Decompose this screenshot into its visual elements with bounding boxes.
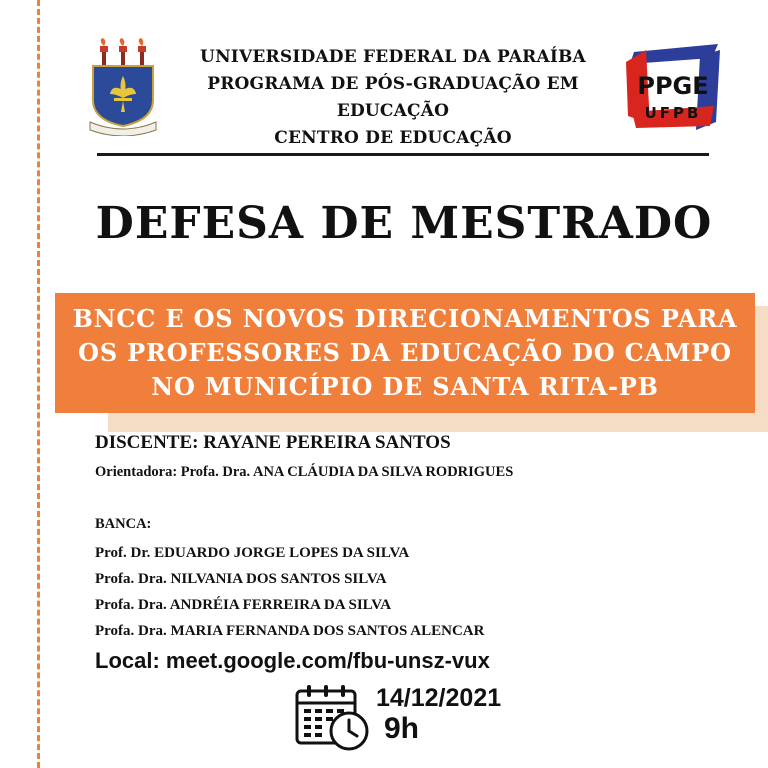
header-line-university: UNIVERSIDADE FEDERAL DA PARAÍBA (200, 47, 586, 67)
advisor-name: Orientadora: Profa. Dra. ANA CLÁUDIA DA SILVA RODRIGUES (95, 464, 514, 480)
ppge-logo-icon (626, 42, 720, 130)
committee-label: BANCA: (95, 516, 152, 532)
committee-member: Profa. Dra. NILVANIA DOS SANTOS SILVA (95, 571, 387, 587)
thesis-title: BNCC E OS NOVOS DIRECIONAMENTOS PARA OS PROFESSORES DA EDUCAÇÃO DO CAMPO NO MUNICÍPIO DE SANTA RITA-PB (72, 304, 738, 401)
page-title: DEFESA DE MESTRADO (95, 198, 713, 249)
meeting-link[interactable]: Local: meet.google.com/fbu-unsz-vux (95, 648, 490, 673)
calendar-clock-icon (294, 683, 372, 753)
student-name: DISCENTE: RAYANE PEREIRA SANTOS (95, 432, 451, 453)
logo-bottom-text: UFPB (644, 104, 702, 122)
university-crest-icon (88, 38, 158, 136)
thesis-title-banner (55, 293, 755, 413)
header-divider (97, 153, 709, 156)
logo-top-text: PPGE (637, 72, 709, 100)
defense-time: 9h (384, 712, 420, 745)
committee-member: Profa. Dra. ANDRÉIA FERREIRA DA SILVA (95, 597, 392, 613)
defense-date: 14/12/2021 (376, 684, 502, 712)
committee-member: Profa. Dra. MARIA FERNANDA DOS SANTOS ALENCAR (95, 623, 485, 639)
committee-list (95, 540, 484, 644)
header-line-program: PROGRAMA DE PÓS-GRADUAÇÃO EM EDUCAÇÃO (207, 74, 579, 121)
institution-header (160, 44, 626, 152)
committee-member: Prof. Dr. EDUARDO JORGE LOPES DA SILVA (95, 545, 410, 561)
dashed-border-line (37, 0, 40, 768)
header-line-center: CENTRO DE EDUCAÇÃO (274, 128, 512, 148)
